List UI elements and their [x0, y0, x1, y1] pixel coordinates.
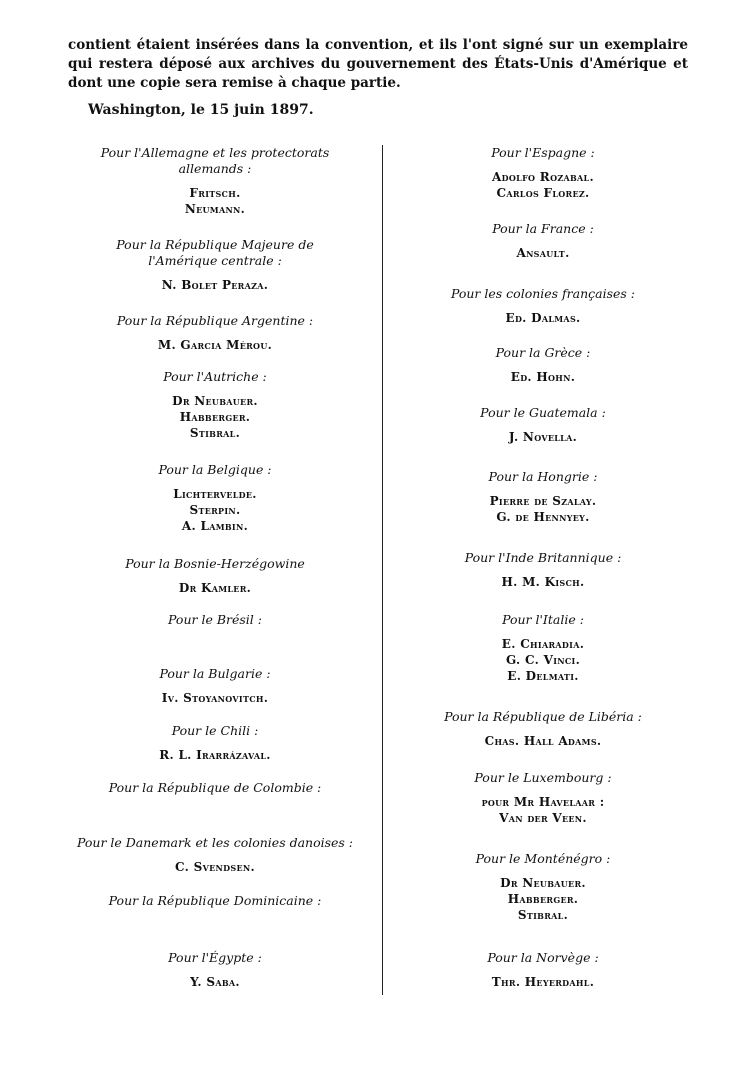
country-heading: Pour l'Italie :: [502, 612, 584, 627]
spacer: [368, 786, 718, 794]
signature-block: [40, 145, 390, 217]
spacer: [40, 177, 390, 185]
country-heading: Pour le Guatemala :: [480, 405, 606, 420]
signatory-name: Lichtervelde.: [173, 487, 257, 501]
signatory-name: pour Mr Havelaar :: [481, 795, 605, 809]
signatory-name: Stibral.: [189, 426, 241, 440]
signatory-name: C. Svendsen.: [175, 860, 255, 874]
intro-paragraph: contient étaient insérées dans la convention, et ils l'ont signé sur un exemplaire qui restera déposé aux archives du gouvernement des États-Unis d'Amérique et dont une copie sera remise à chaque partie.: [68, 37, 688, 91]
country-heading: Pour la Bulgarie :: [159, 666, 271, 681]
signature-block: [40, 666, 390, 706]
country-heading: Pour l'Espagne :: [491, 145, 595, 160]
signatory-name: Chas. Hall Adams.: [484, 734, 602, 748]
spacer: [368, 485, 718, 493]
spacer: [40, 385, 390, 393]
spacer: [40, 851, 390, 859]
signature-block: [40, 723, 390, 763]
spacer: [40, 329, 390, 337]
spacer: [368, 361, 718, 369]
signatory-name: Dr Kamler.: [178, 581, 252, 595]
signature-block: [368, 950, 718, 990]
country-heading: Pour la République Argentine :: [116, 313, 314, 328]
signatory-name: Stibral.: [517, 908, 569, 922]
signatory-name: E. Chiaradia.: [501, 637, 585, 651]
country-heading: Pour le Luxembourg :: [474, 770, 612, 785]
signature-block: [368, 612, 718, 684]
spacer: [40, 572, 390, 580]
country-heading: Pour la République Majeure de: [116, 237, 314, 252]
signature-block: [368, 145, 718, 201]
country-heading: Pour la Bosnie-Herzégowine: [125, 556, 305, 571]
signature-block: [40, 462, 390, 534]
place-date-line: Washington, le 15 juin 1897.: [88, 102, 314, 118]
signatory-name: Sterpin.: [189, 503, 241, 517]
signatory-name: Y. Saba.: [190, 975, 240, 989]
left-signature-column: [40, 0, 390, 1065]
spacer: [40, 966, 390, 974]
signatory-name: Pierre de Szalay.: [489, 494, 597, 508]
country-heading: l'Amérique centrale :: [148, 253, 282, 268]
country-heading: Pour la Belgique :: [158, 462, 272, 477]
signatory-name: Ansault.: [516, 246, 570, 260]
signature-block: [368, 469, 718, 525]
signatory-name: Iv. Stoyanovitch.: [161, 691, 269, 705]
signatory-name: Neumann.: [184, 202, 246, 216]
signature-block: [40, 369, 390, 441]
signature-block: [368, 550, 718, 590]
spacer: [40, 739, 390, 747]
signatory-name: G. de Hennyey.: [496, 510, 590, 524]
signature-block: [368, 286, 718, 326]
signature-block: [40, 780, 390, 796]
country-heading: Pour le Chili :: [171, 723, 259, 738]
country-heading: Pour le Danemark et les colonies danoises :: [76, 835, 354, 850]
country-heading: allemands :: [178, 161, 252, 176]
signatory-name: Habberger.: [179, 410, 251, 424]
signatory-name: Van der Veen.: [499, 811, 587, 825]
spacer: [40, 682, 390, 690]
signature-block: [368, 770, 718, 826]
spacer: [368, 628, 718, 636]
signature-block: [368, 709, 718, 749]
signatory-name: N. Bolet Peraza.: [161, 278, 269, 292]
signatory-name: Fritsch.: [189, 186, 241, 200]
spacer: [368, 725, 718, 733]
country-heading: Pour l'Inde Britannique :: [464, 550, 622, 565]
signature-block: [40, 237, 390, 293]
spacer: [368, 421, 718, 429]
signature-block: [368, 851, 718, 923]
country-heading: Pour la République de Colombie :: [108, 780, 322, 795]
signatory-name: J. Novella.: [508, 430, 578, 444]
spacer: [40, 269, 390, 277]
country-heading: Pour l'Égypte :: [168, 950, 262, 965]
spacer: [368, 966, 718, 974]
signatory-name: M. Garcia Mérou.: [157, 338, 273, 352]
spacer: [368, 566, 718, 574]
signatory-name: Dr Neubauer.: [500, 876, 586, 890]
spacer: [368, 237, 718, 245]
country-heading: Pour la Hongrie :: [488, 469, 598, 484]
signatory-name: Ed. Dalmas.: [505, 311, 581, 325]
signatory-name: Habberger.: [507, 892, 579, 906]
signatory-name: H. M. Kisch.: [501, 575, 585, 589]
signature-block: [40, 556, 390, 596]
country-heading: Pour la République de Libéria :: [444, 709, 642, 724]
signature-block: [368, 405, 718, 445]
country-heading: Pour l'Autriche :: [163, 369, 267, 384]
spacer: [40, 478, 390, 486]
signatory-name: Thr. Heyerdahl.: [491, 975, 595, 989]
signature-block: [40, 313, 390, 353]
signatory-name: R. L. Irarrázaval.: [159, 748, 271, 762]
country-heading: Pour la Grèce :: [495, 345, 591, 360]
signatory-name: Ed. Hohn.: [510, 370, 576, 384]
signature-block: [368, 345, 718, 385]
signatory-name: Adolfo Rozabal.: [492, 170, 594, 184]
signature-block: [40, 612, 390, 628]
signature-block: [40, 950, 390, 990]
country-heading: Pour l'Allemagne et les protectorats: [100, 145, 330, 160]
country-heading: Pour le Monténégro :: [475, 851, 611, 866]
country-heading: Pour la Norvège :: [487, 950, 599, 965]
signature-block: [40, 893, 390, 909]
signature-block: [40, 835, 390, 875]
country-heading: Pour les colonies françaises :: [450, 286, 636, 301]
country-heading: Pour la France :: [492, 221, 594, 236]
country-heading: Pour le Brésil :: [168, 612, 262, 627]
country-heading: Pour la République Dominicaine :: [108, 893, 322, 908]
spacer: [368, 867, 718, 875]
signature-block: [368, 221, 718, 261]
right-signature-column: [368, 0, 718, 1065]
signatory-name: Carlos Florez.: [496, 186, 590, 200]
spacer: [368, 161, 718, 169]
spacer: [368, 302, 718, 310]
signatory-name: E. Delmati.: [507, 669, 579, 683]
signatory-name: A. Lambin.: [181, 519, 249, 533]
signatory-name: G. C. Vinci.: [505, 653, 581, 667]
signatory-name: Dr Neubauer.: [172, 394, 258, 408]
